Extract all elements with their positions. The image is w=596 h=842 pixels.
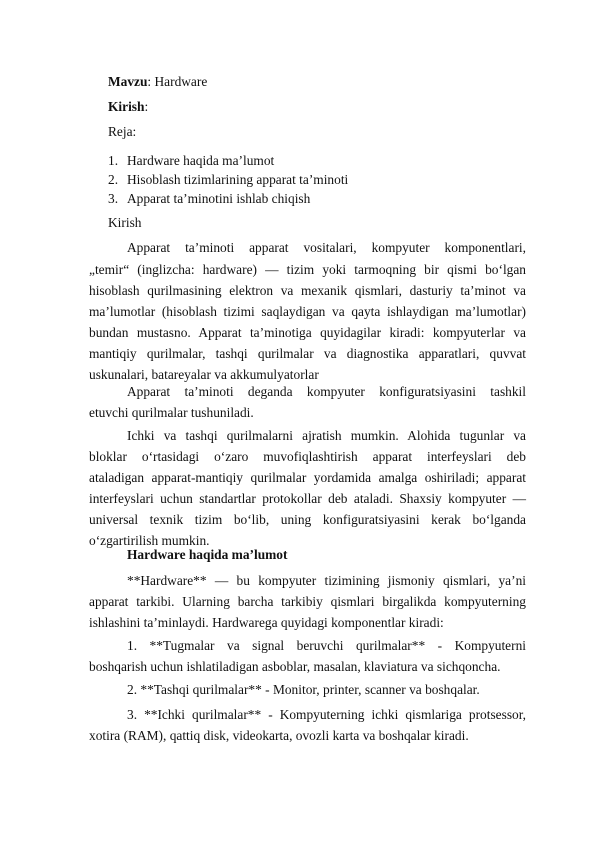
- intro-label-line: [108, 99, 148, 115]
- plan-item-number: 2.: [108, 172, 119, 187]
- paragraph-1-line: ma’lumotlar (hisoblash tizimi saqlaydigan va qayta ishlaydigan ma’lumotlar): [89, 304, 526, 319]
- plan-item: [108, 151, 348, 170]
- plan-item-number: 1.: [108, 153, 119, 168]
- paragraph-1-line: mantiqiy qurilmalar, tashqi qurilmalar va diagnostika apparatlari, quvvat: [89, 346, 526, 361]
- intro-label: Kirish: [108, 99, 145, 114]
- plan-list: [108, 151, 348, 208]
- intro-colon: :: [144, 99, 149, 114]
- paragraph-3-line: interfeyslari uchun standartlar protokollar deb ataladi. Shaxsiy kompyuter —: [89, 491, 526, 506]
- paragraph-4-line: **Hardware** — bu kompyuter tizimining jismoniy qismlari, ya’ni: [127, 573, 526, 588]
- topic-line: [108, 74, 207, 90]
- plan-item-text: Hisoblash tizimlarining apparat ta’minoti: [127, 172, 349, 187]
- plan-item-number: 3.: [108, 191, 119, 206]
- paragraph-3-line: bloklar o‘rtasidagi o‘zaro muvofiqlashtirish apparat interfeyslari deb: [89, 449, 526, 464]
- section-heading-text: Hardware haqida ma’lumot: [127, 547, 288, 562]
- plan-item: [108, 170, 348, 189]
- paragraph-5-line: boshqarish uchun ishlatiladigan asboblar, masalan, klaviatura va sichqoncha.: [89, 659, 501, 674]
- paragraph-1-line: „temir“ (inglizcha: hardware) — tizim yoki tarmoqning bir qismi bo‘lgan: [89, 262, 526, 277]
- paragraph-7-line: xotira (RAM), qattiq disk, videokarta, ovozli karta va boshqalar kiradi.: [89, 728, 469, 743]
- paragraph-1-line: bundan mustasno. Apparat ta’minotiga quyidagilar kiradi: kompyuterlar va: [89, 325, 526, 340]
- intro-heading: Kirish: [108, 215, 142, 230]
- topic-value: : Hardware: [147, 74, 208, 89]
- plan-label: Reja:: [108, 124, 137, 139]
- paragraph-6-line: 2. **Tashqi qurilmalar** - Monitor, printer, scanner va boshqalar.: [127, 682, 480, 697]
- topic-label: Mavzu: [108, 74, 148, 89]
- paragraph-4-line: apparat tarkibi. Ularning barcha tarkibiy qismlari birgalikda kompyuterning: [89, 594, 526, 609]
- paragraph-1-line: uskunalari, batareyalar va akkumulyatorlar: [89, 367, 319, 382]
- paragraph-3-line: universal texnik tizim bo‘lib, uning konfiguratsiyasini kerak bo‘lganda: [89, 512, 526, 527]
- plan-item-text: Hardware haqida ma’lumot: [127, 153, 275, 168]
- section-heading: [127, 547, 287, 563]
- paragraph-3-line: ataladigan apparat-mantiqiy qurilmalar yordamida amalga oshiriladi; apparat: [89, 470, 526, 485]
- paragraph-2-line: Apparat ta’minoti deganda kompyuter konfiguratsiyasini tashkil: [127, 384, 526, 399]
- plan-item: [108, 189, 348, 208]
- paragraph-3-line: Ichki va tashqi qurilmalarni ajratish mumkin. Alohida tugunlar va: [127, 428, 526, 443]
- paragraph-3-line: o‘zgartirilish mumkin.: [89, 533, 210, 548]
- plan-item-text: Apparat ta’minotini ishlab chiqish: [127, 191, 311, 206]
- paragraph-4-line: ishlashini ta’minlaydi. Hardwarega quyidagi komponentlar kiradi:: [89, 615, 444, 630]
- paragraph-1-line: Apparat ta’minoti apparat vositalari, kompyuter komponentlari,: [127, 240, 526, 255]
- paragraph-5-line: 1. **Tugmalar va signal beruvchi qurilmalar** - Kompyuterni: [127, 638, 526, 653]
- paragraph-7-line: 3. **Ichki qurilmalar** - Kompyuterning ichki qismlariga protsessor,: [127, 707, 526, 722]
- paragraph-1-line: hisoblash qurilmasining elektron va mexanik qismlari, dasturiy ta’minot va: [89, 283, 526, 298]
- paragraph-2-line: etuvchi qurilmalar tushuniladi.: [89, 405, 254, 420]
